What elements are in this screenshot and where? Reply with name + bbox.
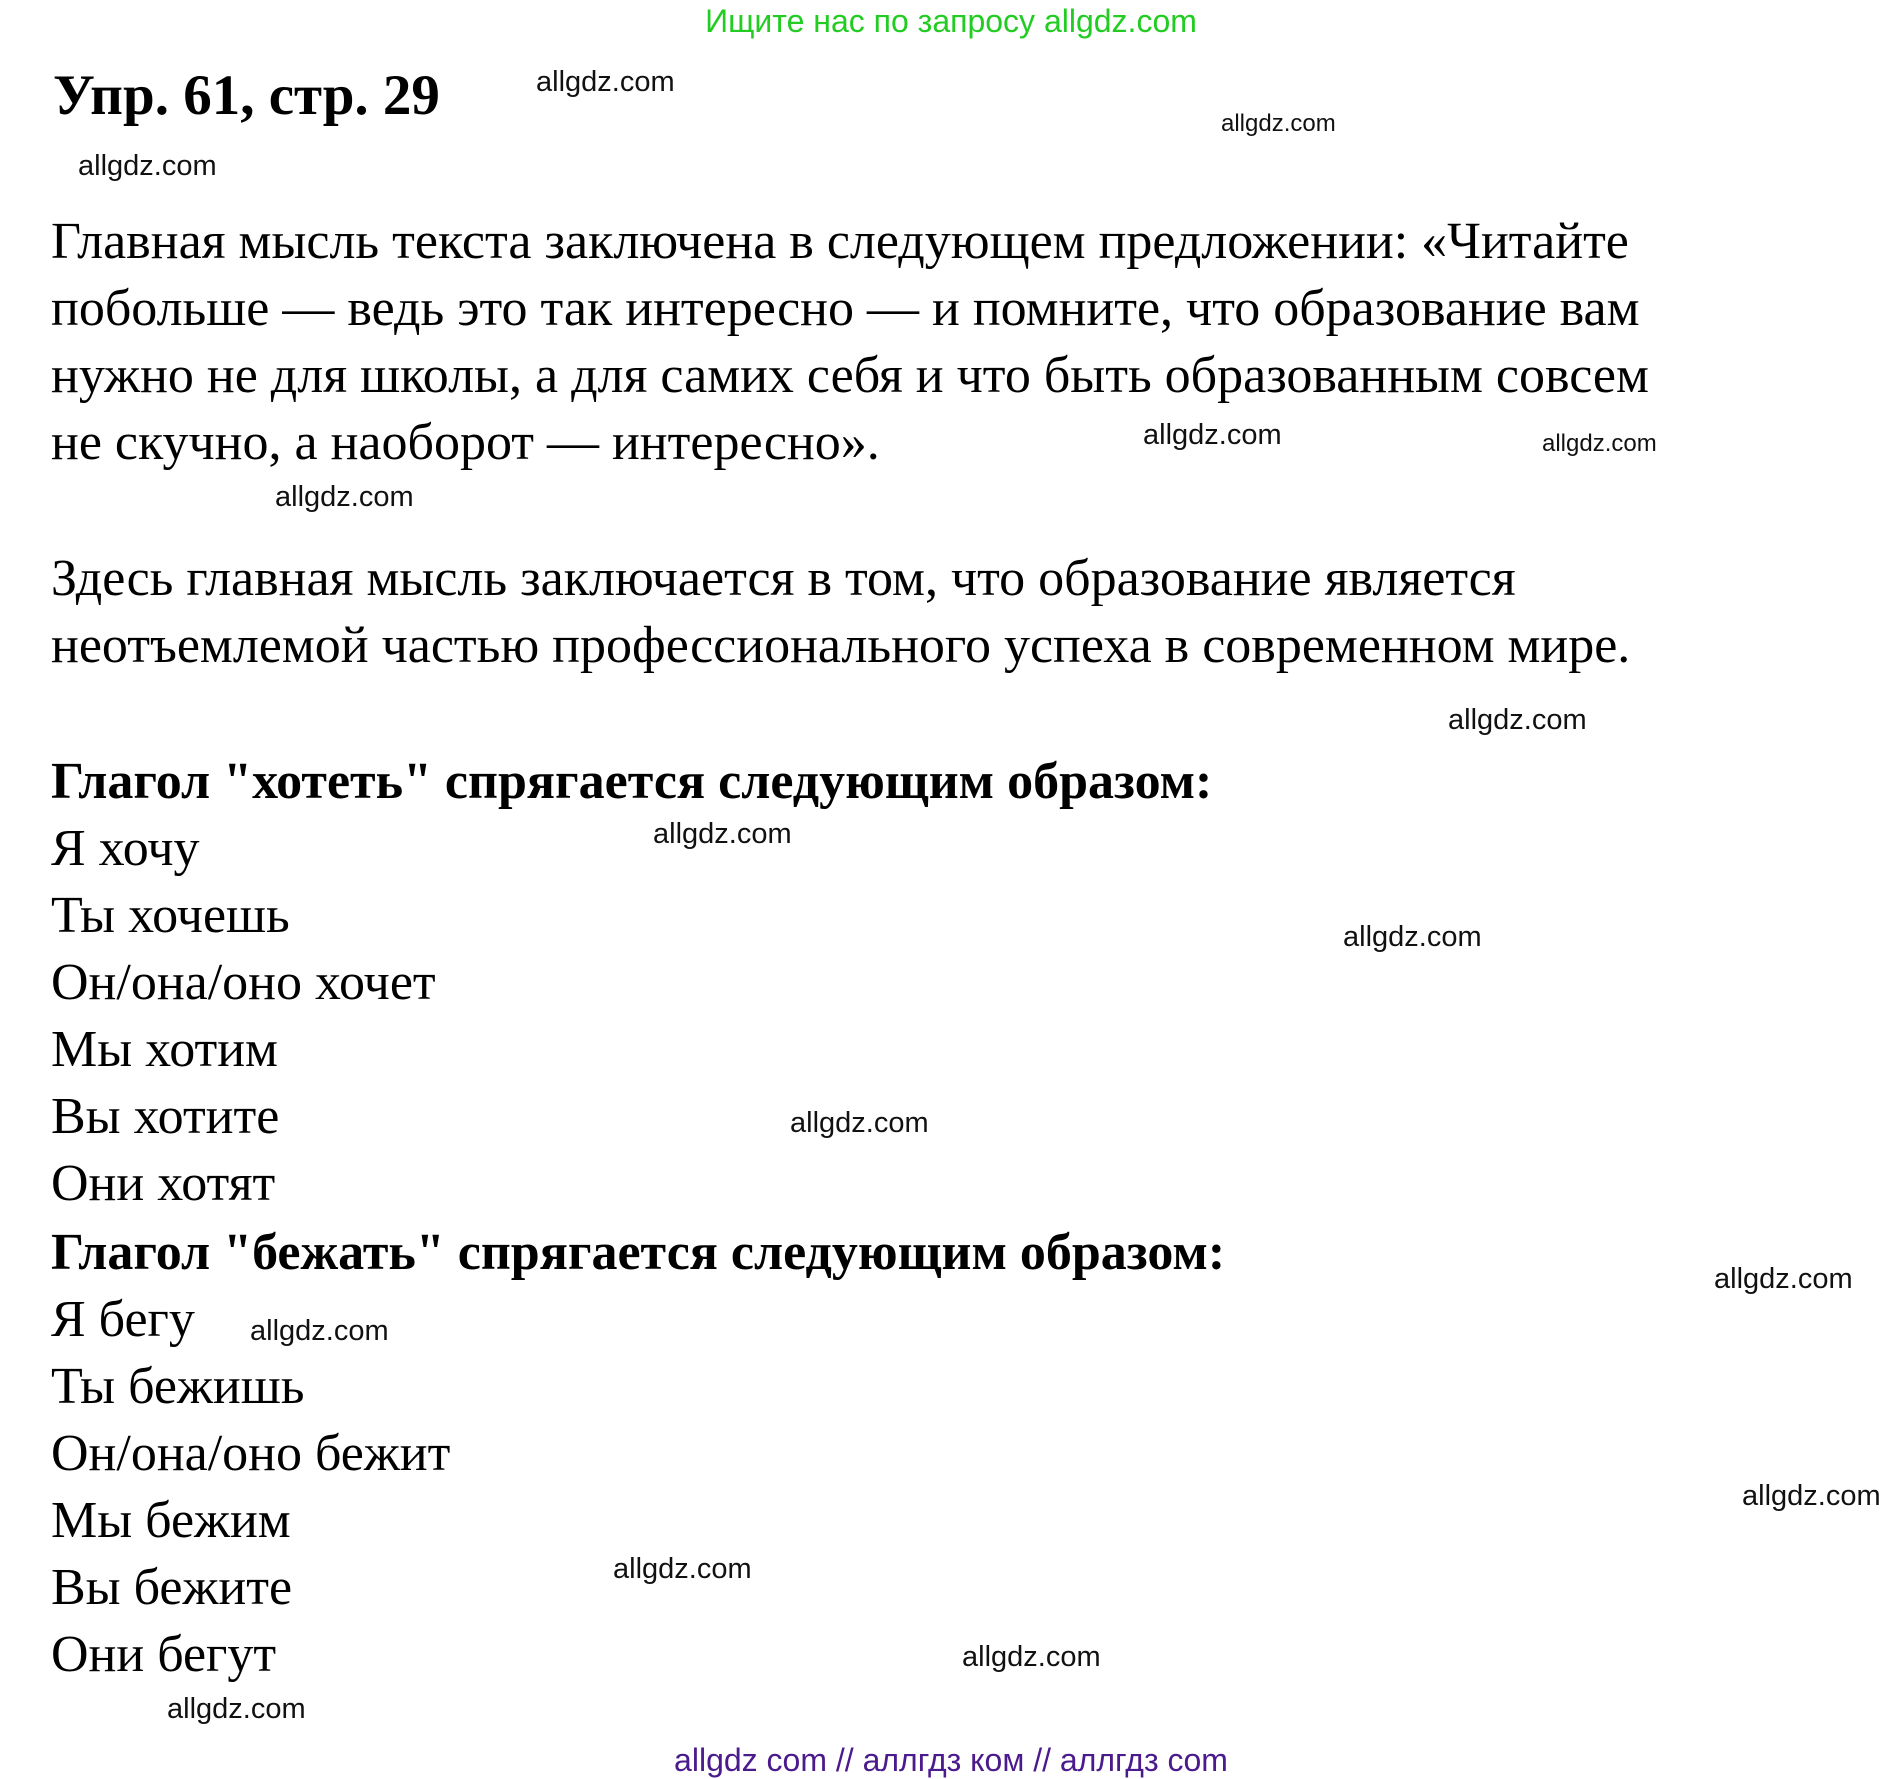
conjugation-line: Мы хотим: [51, 1021, 278, 1078]
watermark: allgdz.com: [167, 1693, 306, 1725]
footer-watermark: allgdz com // аллгдз ком // аллгдз com: [674, 1742, 1228, 1778]
conjugation-line: Ты хочешь: [51, 887, 290, 944]
watermark: allgdz.com: [78, 150, 217, 182]
paragraph-1-line-2: побольше — ведь это так интересно — и помните, что образование вам: [51, 280, 1640, 337]
watermark: allgdz.com: [790, 1107, 929, 1139]
conjugation-line: Он/она/оно хочет: [51, 954, 436, 1011]
watermark: allgdz.com: [1343, 921, 1482, 953]
section-heading-bezhat: Глагол "бежать" спрягается следующим образом:: [51, 1224, 1226, 1281]
paragraph-2-line-1: Здесь главная мысль заключается в том, что образование является: [51, 550, 1516, 607]
watermark: allgdz.com: [1221, 110, 1336, 137]
conjugation-line: Вы хотите: [51, 1088, 280, 1145]
watermark: allgdz.com: [1448, 704, 1587, 736]
conjugation-line: Я хочу: [51, 820, 200, 877]
watermark: allgdz.com: [1542, 430, 1657, 457]
search-banner: Ищите нас по запросу allgdz.com: [705, 3, 1197, 39]
watermark: allgdz.com: [962, 1641, 1101, 1673]
paragraph-1-line-4: не скучно, а наоборот — интересно».: [51, 414, 880, 471]
watermark: allgdz.com: [536, 66, 675, 98]
section-heading-khotet: Глагол "хотеть" спрягается следующим образом:: [51, 753, 1213, 810]
paragraph-1-line-3: нужно не для школы, а для самих себя и что быть образованным совсем: [51, 347, 1649, 404]
paragraph-1-line-1: Главная мысль текста заключена в следующем предложении: «Читайте: [51, 213, 1629, 270]
paragraph-2-line-2: неотъемлемой частью профессионального успеха в современном мире.: [51, 617, 1631, 674]
watermark: allgdz.com: [1714, 1263, 1853, 1295]
conjugation-line: Ты бежишь: [51, 1358, 305, 1415]
conjugation-line: Они хотят: [51, 1155, 276, 1212]
watermark: allgdz.com: [275, 481, 414, 513]
watermark: allgdz.com: [653, 818, 792, 850]
conjugation-line: Мы бежим: [51, 1492, 291, 1549]
page-title: Упр. 61, стр. 29: [53, 64, 440, 127]
watermark: allgdz.com: [613, 1553, 752, 1585]
watermark: allgdz.com: [250, 1315, 389, 1347]
conjugation-line: Он/она/оно бежит: [51, 1425, 451, 1482]
conjugation-line: Вы бежите: [51, 1559, 293, 1616]
conjugation-line: Они бегут: [51, 1626, 277, 1683]
watermark: allgdz.com: [1143, 419, 1282, 451]
watermark: allgdz.com: [1742, 1480, 1881, 1512]
conjugation-line: Я бегу: [51, 1291, 195, 1348]
